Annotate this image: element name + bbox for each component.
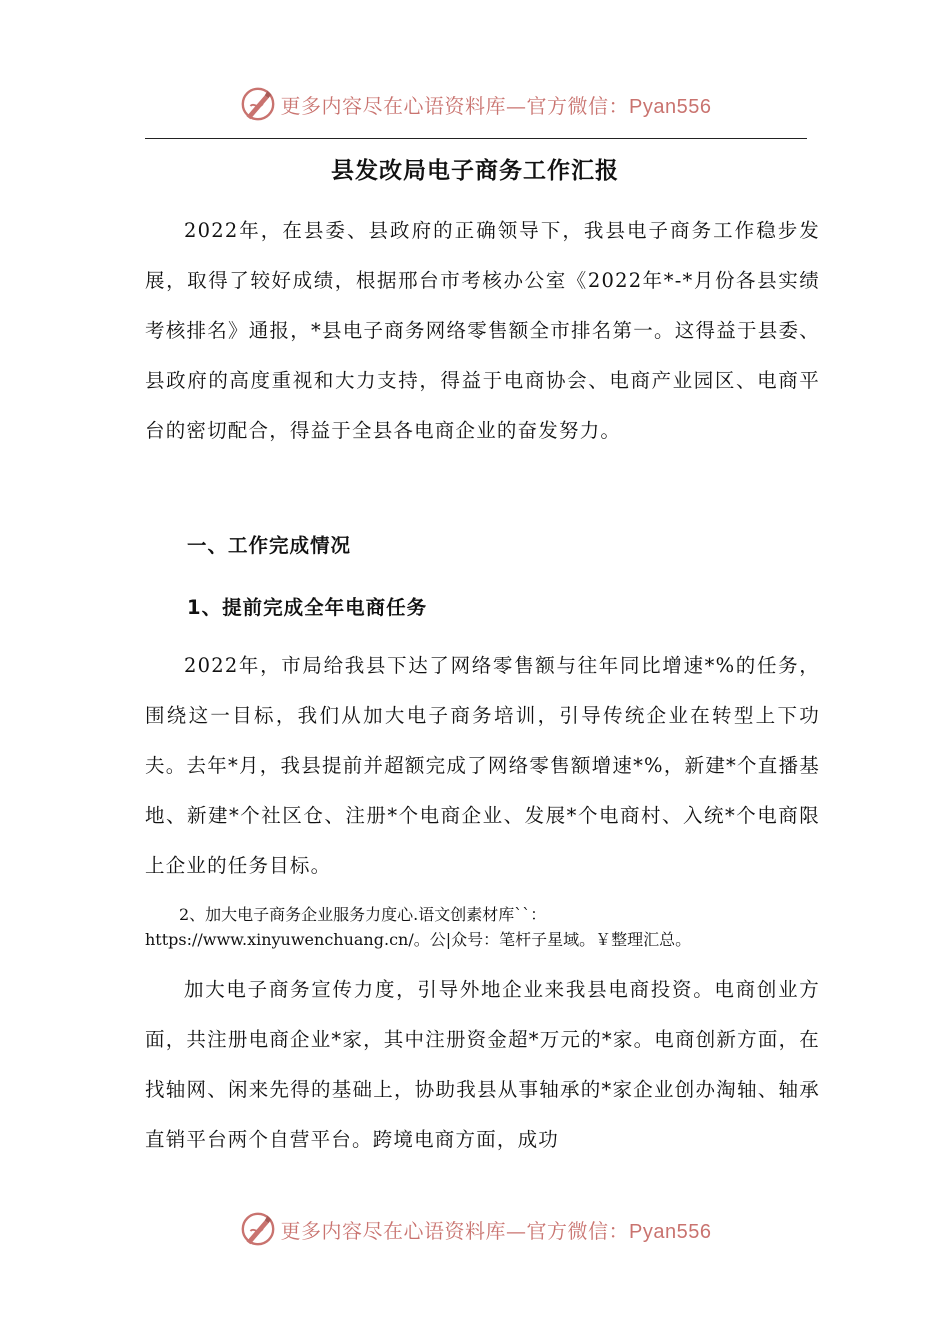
header-rule [145,138,807,139]
pen-logo-icon [239,1210,277,1248]
item-heading: 1、提前完成全年电商任务 [187,596,428,619]
header-watermark [0,80,950,128]
watermark-text: 更多内容尽在心语资料库—官方微信：Pyan556 [280,1218,712,1243]
watermark-text: 更多内容尽在心语资料库—官方微信：Pyan556 [280,93,712,118]
item2-heading-line: 2、加大电子商务企业服务力度心.语文创素材库``：https://www.xinyuwenchuang.cn/。公|众号：笔杆子星域。￥整理汇总。 [145,905,692,949]
section-heading: 一、工作完成情况 [187,534,352,557]
item1-paragraph: 2022年，市局给我县下达了网络零售额与往年同比增速*%的任务，围绕这一目标，我们从加大电子商务培训，引导传统企业在转型上下功夫。去年*月，我县提前并超额完成了网络零售额增速*%，新建*个直播基地、新建*个社区仓、注册*个电商企业、发展*个电商村、入统*个电商限上企业的任务目标。 [145,654,820,877]
pen-logo-icon [239,85,277,123]
intro-paragraph: 2022年，在县委、县政府的正确领导下，我县电子商务工作稳步发展，取得了较好成绩，根据邢台市考核办公室《2022年*-*月份各县实绩考核排名》通报，*县电子商务网络零售额全市排名第一。这得益于县委、县政府的高度重视和大力支持，得益于电商协会、电商产业园区、电商平台的密切配合，得益于全县各电商企业的奋发努力。 [145,219,820,442]
page-title: 县发改局电子商务工作汇报 [331,158,619,184]
item2-paragraph: 加大电子商务宣传力度，引导外地企业来我县电商投资。电商创业方面，共注册电商企业*家，其中注册资金超*万元的*家。电商创新方面，在找轴网、闲来先得的基础上，协助我县从事轴承的*家企业创办淘轴、轴承直销平台两个自营平台。跨境电商方面，成功 [145,978,820,1151]
footer-watermark [0,1205,950,1253]
